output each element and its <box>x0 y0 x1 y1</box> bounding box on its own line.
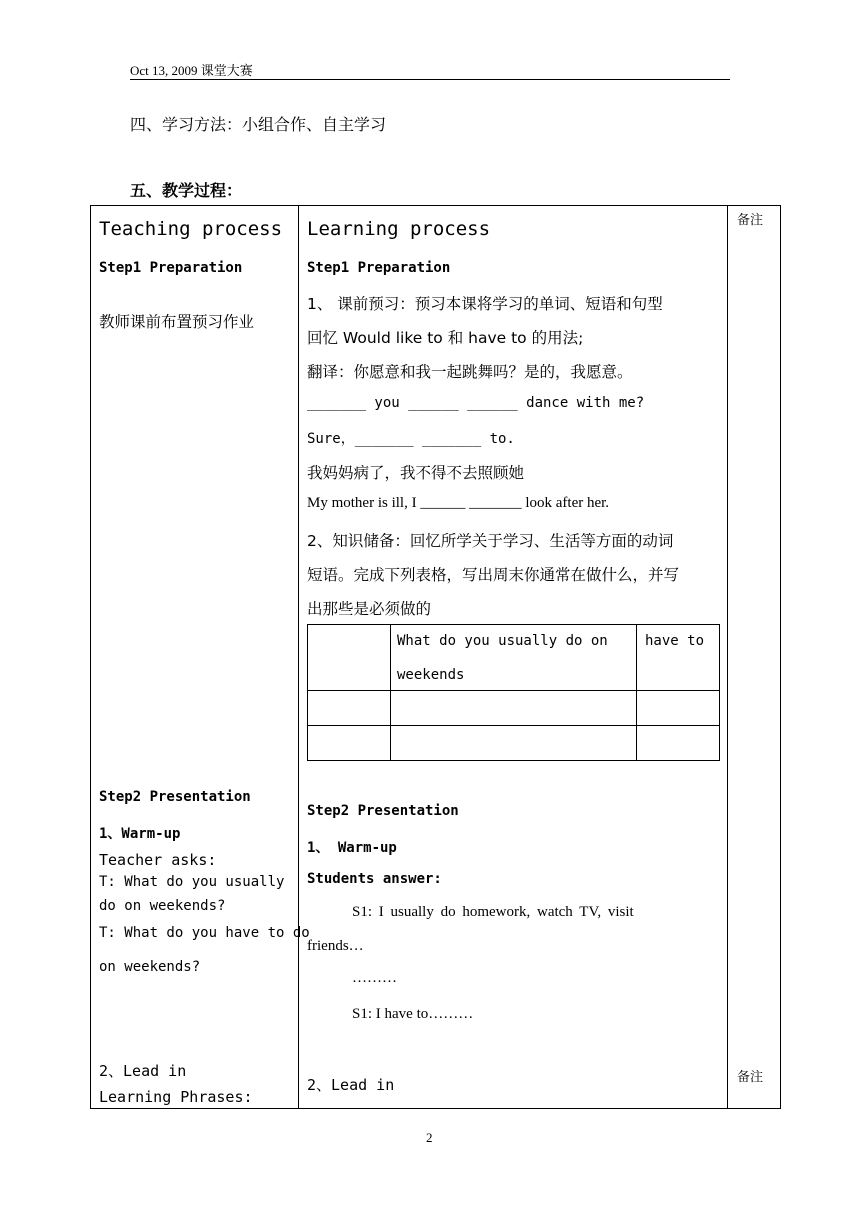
inner-table-bottom <box>307 760 720 761</box>
table-top-border <box>90 205 781 206</box>
learning-line-3: 翻译：你愿意和我一起跳舞吗？是的，我愿意。 <box>307 363 633 381</box>
table-divider-2 <box>727 205 728 1109</box>
inner-table-left <box>307 624 308 761</box>
learning-leadin: 2、Lead in <box>307 1076 395 1094</box>
teaching-process-heading: Teaching process <box>99 218 283 240</box>
learning-step1: Step1 Preparation <box>307 260 451 276</box>
learning-line-2: 回忆 Would like to 和 have to 的用法; <box>307 329 584 347</box>
inner-table-right <box>719 624 720 761</box>
learning-line-9: 短语。完成下列表格，写出周末你通常在做什么，并写 <box>307 566 680 584</box>
learning-line-6: 我妈妈病了，我不得不去照顾她 <box>307 464 525 482</box>
table-right-border <box>780 205 781 1109</box>
learning-line-8: 2、知识储备：回忆所学关于学习、生活等方面的动词 <box>307 532 674 550</box>
section-5-heading: 五、教学过程： <box>130 181 243 200</box>
students-answer: Students answer: <box>307 871 442 887</box>
inner-table-col-2 <box>636 624 637 761</box>
teaching-step1: Step1 Preparation <box>99 260 243 276</box>
inner-table-header-activity-line2: weekends <box>397 667 465 683</box>
learning-line-4: _______ you ______ ______ dance with me? <box>307 395 645 411</box>
learning-line-7: My mother is ill, I ______ _______ look after her. <box>307 495 610 511</box>
learning-process-heading: Learning process <box>307 218 491 240</box>
student-answer-dots: ……… <box>352 970 397 986</box>
learning-line-10: 出那些是必须做的 <box>307 600 432 618</box>
page-number: 2 <box>426 1130 433 1145</box>
teacher-question-1-line1: T: What do you usually <box>99 874 285 890</box>
inner-table-top <box>307 624 720 625</box>
teacher-asks: Teacher asks: <box>99 851 217 869</box>
learning-line-1: 1、 课前预习：预习本课将学习的单词、短语和句型 <box>307 295 663 313</box>
table-left-border <box>90 205 91 1109</box>
learning-step2: Step2 Presentation <box>307 803 459 819</box>
inner-table-header-activity-line1: What do you usually do on <box>397 633 608 649</box>
teacher-question-2-line1: T: What do you have to do <box>99 925 310 941</box>
header-rule <box>130 79 730 80</box>
section-4-heading: 四、学习方法：小组合作、自主学习 <box>130 115 387 134</box>
inner-table-header-have-to: have to <box>645 633 705 649</box>
inner-table-row-1 <box>307 690 720 691</box>
remarks-label-2: 备注 <box>737 1070 764 1085</box>
inner-table-col-1 <box>390 624 391 761</box>
learning-phrases: Learning Phrases: <box>99 1088 253 1106</box>
teaching-step1-text: 教师课前布置预习作业 <box>99 313 255 331</box>
remarks-heading: 备注 <box>737 213 764 228</box>
learning-warmup: 1、 Warm-up <box>307 840 397 856</box>
teaching-warmup: 1、Warm-up <box>99 826 181 842</box>
learning-line-5: Sure，_______ _______ to. <box>307 431 515 447</box>
table-divider-1 <box>298 205 299 1109</box>
teaching-step2: Step2 Presentation <box>99 789 251 805</box>
table-bottom-border <box>90 1108 781 1109</box>
page-header: Oct 13, 2009 课堂大赛 <box>130 63 253 78</box>
student-answer-1-line1: S1: I usually do homework, watch TV, visit <box>352 904 634 920</box>
inner-table-row-2 <box>307 725 720 726</box>
student-answer-1-line2: friends… <box>307 938 364 954</box>
teaching-leadin: 2、Lead in <box>99 1062 187 1080</box>
teacher-question-2-line2: on weekends? <box>99 959 201 975</box>
teacher-question-1-line2: do on weekends? <box>99 898 226 914</box>
student-answer-have-to: S1: I have to……… <box>352 1006 474 1022</box>
